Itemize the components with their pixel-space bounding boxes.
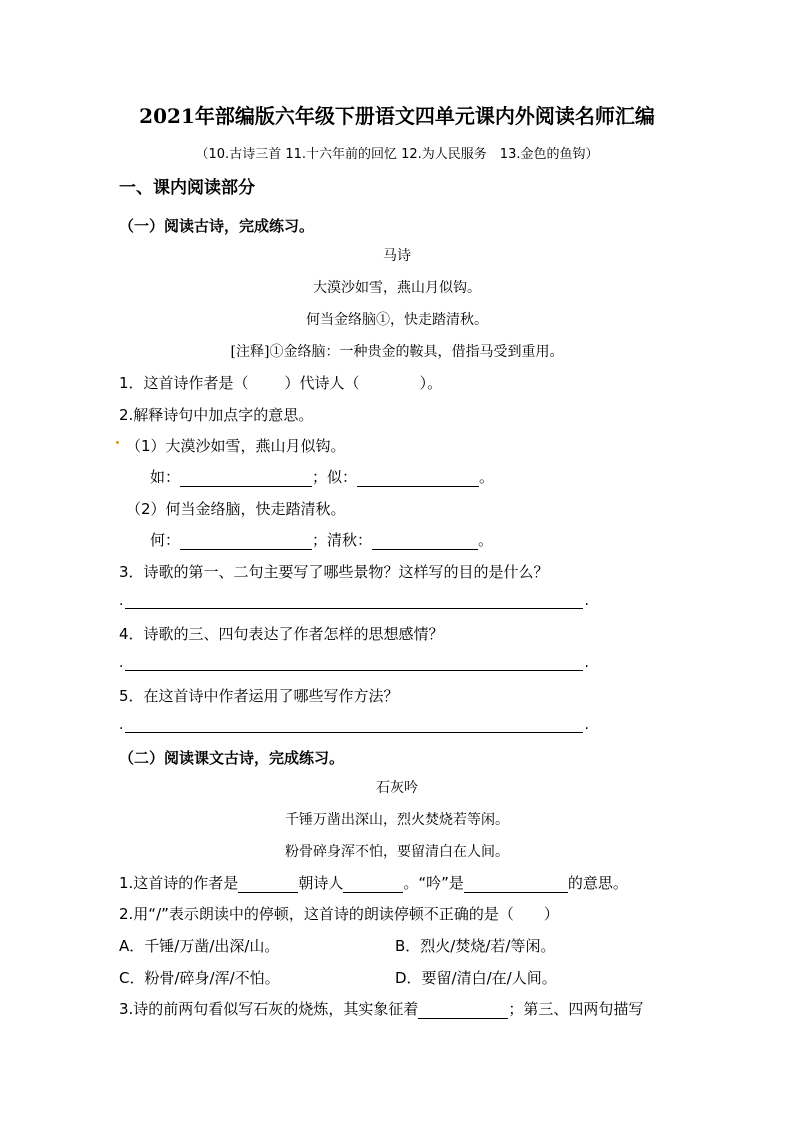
s2-q1 — [119, 873, 628, 893]
s1-q5: 5．在这首诗中作者运用了哪些写作方法？ — [119, 687, 399, 705]
s1-q2-2-label-c: 。 — [478, 531, 494, 549]
s1-q4-answer-line[interactable] — [119, 655, 589, 675]
s2-option-b[interactable]: B．烈火/焚烧/若/等闲。 — [395, 937, 556, 955]
s1-q2-2-blank-b[interactable] — [372, 533, 478, 550]
s2-q3 — [119, 999, 643, 1019]
s1-q2-1: （1）大漠沙如雪，燕山月似钩。 — [126, 437, 346, 455]
s1-q1-text-b: ）代诗人（ — [284, 374, 360, 392]
s2-option-d[interactable]: D．要留/清白/在/人间。 — [395, 969, 557, 987]
s1-q2-1-label-b: ；似： — [312, 468, 358, 486]
s2-q1-text-a: 1.这首诗的作者是 — [119, 874, 239, 892]
margin-marker — [116, 441, 119, 444]
answer-rule — [125, 670, 583, 671]
s2-q1-blank-meaning[interactable] — [464, 876, 568, 893]
s2-q3-blank[interactable] — [418, 1002, 508, 1019]
answer-line-end: . — [584, 593, 589, 609]
poem1-title: 马诗 — [383, 248, 411, 264]
s2-q1-text-d: 的意思。 — [567, 874, 628, 892]
section1-heading: （一）阅读古诗，完成练习。 — [119, 217, 315, 235]
s2-q3-text-b: ；第三、四两句描写 — [508, 1000, 644, 1018]
answer-line-start: . — [119, 593, 124, 609]
section2-heading: （二）阅读课文古诗，完成练习。 — [119, 749, 345, 767]
s1-q1-text-c: ）。 — [419, 374, 443, 392]
s1-q3-answer-line[interactable] — [119, 593, 589, 613]
s1-q1-text-a: 1．这首诗作者是（ — [119, 374, 249, 392]
s1-q2-1-blank-a[interactable] — [180, 470, 312, 487]
answer-line-end: . — [584, 655, 589, 671]
s2-q1-text-b: 朝诗人 — [298, 874, 344, 892]
s1-q2-1-label-c: 。 — [479, 468, 495, 486]
page-subtitle: （10.古诗三首 11.十六年前的回忆 12.为人民服务 13.金色的鱼钩） — [195, 147, 599, 162]
s2-option-a[interactable]: A．千锤/万凿/出深/山。 — [119, 937, 280, 955]
answer-line-start: . — [119, 717, 124, 733]
poem2-line1: 千锤万凿出深山，烈火焚烧若等闲。 — [285, 812, 509, 828]
s1-q2-2-label-b: ；清秋： — [312, 531, 373, 549]
s2-q1-blank-poet[interactable] — [343, 876, 403, 893]
s1-q2-2-blank-a[interactable] — [180, 533, 312, 550]
s1-q2-2: （2）何当金络脑，快走踏清秋。 — [126, 500, 346, 518]
s1-q2-1-blank-b[interactable] — [357, 470, 479, 487]
poem1-line1: 大漠沙如雪，燕山月似钩。 — [313, 280, 481, 296]
part1-heading: 一、课内阅读部分 — [119, 178, 255, 198]
s2-q1-blank-dynasty[interactable] — [238, 876, 298, 893]
poem2-line2: 粉骨碎身浑不怕，要留清白在人间。 — [285, 844, 509, 860]
s1-q4: 4．诗歌的三、四句表达了作者怎样的思想感情？ — [119, 625, 444, 643]
s1-q5-answer-line[interactable] — [119, 717, 589, 737]
s2-option-c[interactable]: C．粉骨/碎身/浑/不怕。 — [119, 969, 280, 987]
s1-q3: 3．诗歌的第一、二句主要写了哪些景物？这样写的目的是什么？ — [119, 563, 549, 581]
page-title: 2021年部编版六年级下册语文四单元课内外阅读名师汇编 — [139, 104, 655, 128]
answer-line-start: . — [119, 655, 124, 671]
s1-q1 — [119, 373, 442, 393]
s1-q2: 2.解释诗句中加点字的意思。 — [119, 406, 314, 424]
poem1-note: [注释]①金络脑：一种贵金的鞍具，借指马受到重用。 — [230, 344, 564, 360]
answer-rule — [125, 608, 583, 609]
s1-q2-2-label-a: 何： — [150, 531, 181, 549]
answer-rule — [125, 732, 583, 733]
answer-line-end: . — [584, 717, 589, 733]
s1-q2-1-label-a: 如： — [150, 468, 181, 486]
s2-q2: 2.用“/”表示朗读中的停顿，这首诗的朗读停顿不正确的是（ ） — [119, 905, 559, 923]
s1-q2-2-fill — [150, 530, 493, 550]
poem1-line2: 何当金络脑①，快走踏清秋。 — [306, 312, 488, 328]
s2-q3-text-a: 3.诗的前两句看似写石灰的烧炼，其实象征着 — [119, 1000, 419, 1018]
poem2-title: 石灰吟 — [376, 780, 418, 796]
s2-q1-text-c: 。“吟”是 — [403, 874, 464, 892]
s1-q2-1-fill — [150, 467, 494, 487]
